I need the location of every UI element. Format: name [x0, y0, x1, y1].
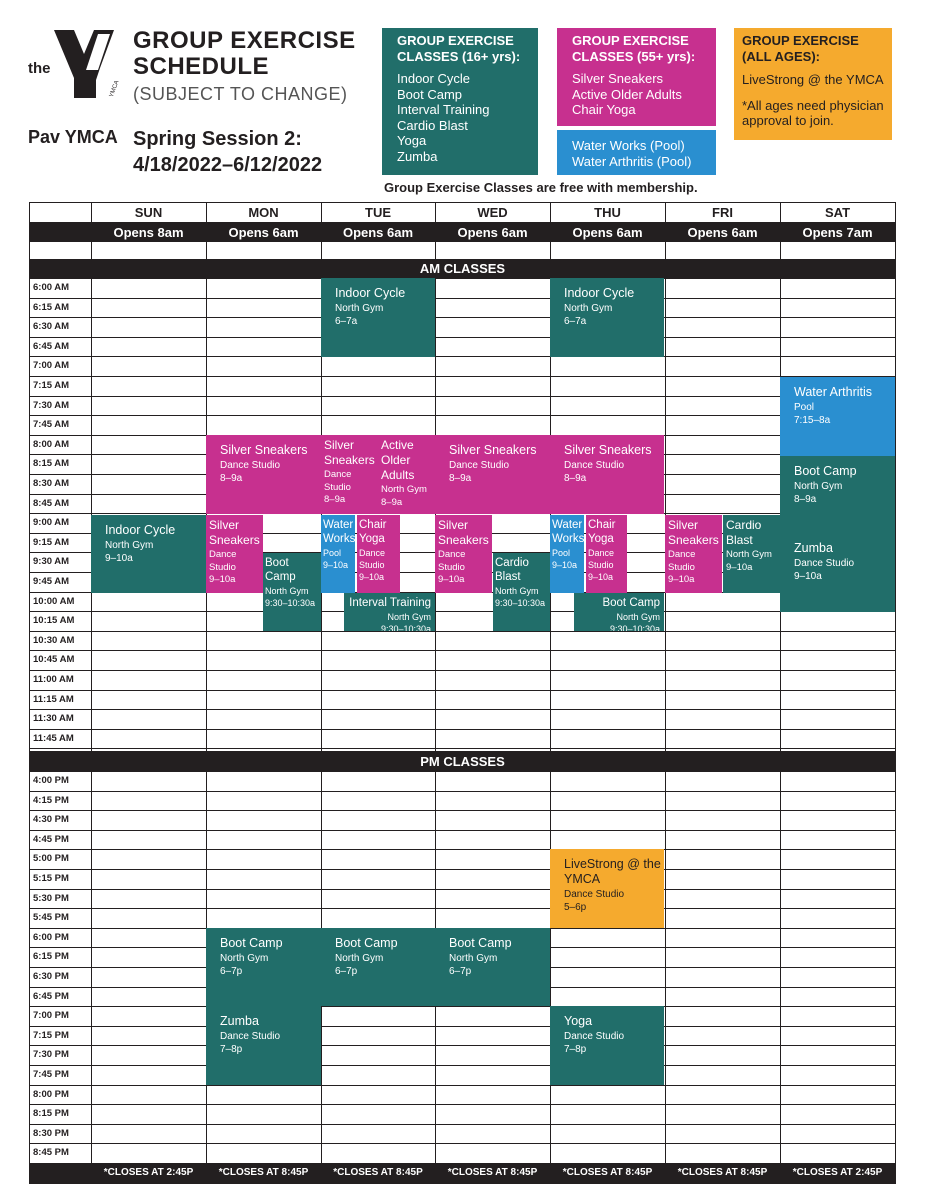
- column-line: [435, 202, 436, 222]
- column-line: [29, 202, 30, 222]
- time-label: 8:30 PM: [33, 1127, 69, 1139]
- class-name: Yoga: [564, 1014, 593, 1028]
- row-line: [29, 631, 896, 632]
- class-time: 6–7p: [220, 966, 243, 977]
- class-time: 8–9a: [324, 494, 346, 505]
- class-location: Dance Studio: [564, 1031, 625, 1042]
- class-time: 7–8p: [220, 1044, 243, 1055]
- class-time: 7:15–8a: [794, 415, 831, 426]
- class-block: [550, 515, 584, 593]
- time-label: 11:30 AM: [33, 713, 74, 725]
- column-line: [91, 242, 92, 259]
- column-line: [321, 242, 322, 259]
- column-line: [29, 278, 30, 751]
- time-label: 9:30 AM: [33, 556, 70, 568]
- column-line: [91, 202, 92, 222]
- class-block: [357, 515, 400, 593]
- class-name: Boot Camp: [265, 557, 296, 583]
- legend-teal: GROUP EXERCISE CLASSES (16+ yrs): Indoor Cycle Boot Camp Interval Training Cardio Blast Yoga Zumba: [382, 28, 538, 175]
- time-label: 6:15 PM: [33, 951, 69, 963]
- class-block: [493, 553, 550, 631]
- class-location: Pool: [323, 548, 342, 558]
- class-location: North Gym: [616, 612, 660, 622]
- legend-item: LiveStrong @ the YMCA: [742, 72, 884, 87]
- class-location: Dance Studio: [449, 460, 510, 471]
- row-line: [29, 1045, 896, 1046]
- class-time: 8–9a: [564, 473, 587, 484]
- legend-item: Active Older Adults: [572, 86, 682, 102]
- row-line: [29, 376, 896, 377]
- class-location: Dance Studio: [438, 549, 466, 573]
- class-time: 9:30–10:30a: [380, 624, 431, 631]
- day-header: SAT: [824, 205, 851, 220]
- time-label: 11:15 AM: [33, 693, 74, 705]
- column-line: [29, 771, 30, 1163]
- class-location: Pool: [552, 548, 571, 558]
- class-block: [321, 435, 378, 514]
- time-label: 10:30 AM: [33, 634, 75, 646]
- class-block: [550, 849, 664, 928]
- time-label: 8:45 AM: [33, 497, 70, 509]
- class-location: Pool: [794, 402, 815, 413]
- row-line: [29, 1104, 896, 1105]
- class-location: Dance Studio: [220, 460, 281, 471]
- class-name: Boot Camp: [220, 936, 283, 950]
- class-name: Active Older Adults: [381, 438, 415, 482]
- class-name: Water Works: [552, 519, 584, 545]
- class-location: North Gym: [335, 953, 384, 964]
- branch-name: Pav YMCA: [28, 127, 118, 147]
- page-title: GROUP EXERCISE SCHEDULE: [133, 27, 356, 80]
- row-line: [29, 889, 896, 890]
- legend-item: Silver Sneakers: [572, 71, 664, 86]
- row-line: [29, 259, 896, 260]
- class-location: Dance Studio: [324, 469, 352, 493]
- row-line: [29, 1183, 896, 1184]
- time-label: 5:15 PM: [33, 873, 69, 884]
- page-subtitle: (SUBJECT TO CHANGE): [133, 84, 348, 104]
- class-time: 9–10a: [105, 553, 133, 564]
- class-block: [435, 435, 550, 514]
- closing-time: *CLOSES AT 2:45P: [792, 1167, 883, 1178]
- legend-blue: [557, 130, 716, 175]
- row-line: [29, 1085, 896, 1086]
- time-label: 7:45 AM: [33, 419, 70, 431]
- row-line: [29, 1163, 896, 1164]
- time-label: 7:45 PM: [33, 1069, 69, 1080]
- schedule-grid: [29, 202, 896, 1184]
- time-label: 7:15 PM: [33, 1029, 69, 1041]
- column-line: [91, 771, 92, 1163]
- class-time: 7–8p: [564, 1044, 587, 1055]
- class-time: 6–7p: [449, 966, 472, 977]
- row-line: [29, 1124, 896, 1125]
- time-label: 6:00 AM: [33, 282, 70, 293]
- class-name: Chair Yoga: [588, 519, 616, 545]
- class-location: North Gym: [381, 484, 427, 495]
- class-time: 9:30–10:30a: [609, 624, 660, 631]
- class-name: Chair Yoga: [359, 519, 387, 545]
- time-label: 10:00 AM: [33, 595, 75, 607]
- class-block: [206, 435, 321, 514]
- closing-time: *CLOSES AT 8:45P: [562, 1167, 653, 1178]
- column-line: [895, 1162, 896, 1184]
- session-dates: Spring Session 2: 4/18/2022–6/12/2022: [133, 128, 323, 176]
- row-line: [29, 222, 896, 223]
- time-label: 6:45 PM: [33, 990, 69, 1002]
- class-time: 8–9a: [794, 494, 817, 505]
- class-block: [435, 928, 550, 1006]
- class-block: [321, 928, 435, 1006]
- class-name: LiveStrong @ the YMCA: [564, 857, 661, 886]
- row-line: [29, 298, 896, 299]
- legend-pink: GROUP EXERCISE CLASSES (55+ yrs): Silver Sneakers Active Older Adults Chair Yoga: [557, 28, 716, 126]
- row-line: [29, 791, 896, 792]
- row-line: [29, 202, 896, 203]
- class-time: 6–7a: [335, 316, 358, 327]
- legend-item: Indoor Cycle: [397, 71, 470, 86]
- time-label: 8:00 PM: [33, 1088, 69, 1100]
- class-name: Cardio Blast: [726, 518, 762, 547]
- row-line: [29, 317, 896, 318]
- class-time: 5–6p: [564, 902, 587, 913]
- class-location: North Gym: [495, 586, 539, 596]
- class-name: Boot Camp: [449, 936, 512, 950]
- row-line: [29, 415, 896, 416]
- class-location: North Gym: [335, 303, 384, 314]
- class-name: Silver Sneakers: [668, 518, 719, 547]
- column-line: [895, 242, 896, 259]
- logo-the-text: the: [28, 60, 51, 77]
- time-label: 7:30 PM: [33, 1049, 69, 1061]
- legend-item: Water Works (Pool): [572, 138, 685, 153]
- column-line: [895, 202, 896, 222]
- time-label: 11:00 AM: [33, 674, 74, 685]
- time-label: 6:30 AM: [33, 321, 70, 333]
- class-name: Interval Training: [349, 597, 431, 609]
- logo-ymca-text: YMCA: [108, 79, 121, 99]
- time-label: 8:45 PM: [33, 1147, 69, 1159]
- class-block: [550, 435, 664, 514]
- closing-time: *CLOSES AT 8:45P: [218, 1167, 309, 1178]
- row-line: [29, 1006, 896, 1007]
- column-line: [29, 242, 30, 259]
- column-line: [550, 202, 551, 222]
- time-label: 9:15 AM: [33, 536, 70, 548]
- column-line: [321, 202, 322, 222]
- legend-item: Yoga: [397, 133, 427, 148]
- legend-orange: GROUP EXERCISE (ALL AGES): LiveStrong @ the YMCA *All ages need physician approval to join.: [734, 28, 892, 140]
- closing-time: *CLOSES AT 8:45P: [333, 1167, 423, 1178]
- class-time: 9–10a: [794, 571, 822, 582]
- row-line: [29, 356, 896, 357]
- class-block: [206, 515, 263, 593]
- class-block: [321, 515, 355, 593]
- class-block: [780, 456, 895, 533]
- time-label: 4:45 PM: [33, 833, 69, 845]
- class-location: North Gym: [387, 612, 431, 622]
- time-label: 5:00 PM: [33, 853, 69, 865]
- class-time: 9–10a: [668, 574, 695, 585]
- class-block: [263, 553, 321, 631]
- opening-time: Opens 6am: [228, 225, 299, 240]
- class-time: 9:30–10:30a: [495, 598, 546, 608]
- class-location: North Gym: [564, 303, 613, 314]
- class-time: 8–9a: [220, 473, 243, 484]
- class-time: 9–10a: [359, 572, 385, 582]
- column-line: [665, 771, 666, 1163]
- time-label: 8:00 AM: [33, 438, 70, 450]
- am-classes-header: AM CLASSES: [29, 259, 896, 278]
- row-line: [29, 908, 896, 909]
- class-location: North Gym: [726, 549, 772, 560]
- class-time: 8–9a: [449, 473, 472, 484]
- opening-time: Opens 8am: [113, 225, 184, 240]
- time-label: 8:15 PM: [33, 1108, 69, 1120]
- class-location: Dance Studio: [220, 1031, 281, 1042]
- class-location: Dance Studio: [794, 558, 855, 569]
- class-block: [586, 515, 627, 593]
- class-block: [206, 1006, 321, 1085]
- class-time: 9–10a: [552, 560, 578, 570]
- class-block: [665, 515, 722, 593]
- time-label: 7:15 AM: [33, 380, 70, 391]
- class-location: North Gym: [220, 953, 269, 964]
- time-label: 4:30 PM: [33, 814, 69, 826]
- class-block: [780, 377, 895, 456]
- time-label: 5:30 PM: [33, 892, 69, 904]
- class-time: 9–10a: [209, 574, 236, 585]
- time-label: 6:30 PM: [33, 971, 69, 982]
- time-label: 7:30 AM: [33, 399, 70, 411]
- day-header: TUE: [365, 205, 391, 220]
- row-line: [29, 670, 896, 671]
- class-block: [321, 278, 435, 357]
- class-block: [344, 593, 435, 631]
- row-line: [29, 278, 896, 279]
- legend-item: Cardio Blast: [397, 117, 468, 133]
- class-location: Dance Studio: [564, 889, 625, 900]
- class-name: Water Arthritis: [794, 385, 873, 399]
- row-line: [29, 690, 896, 691]
- column-line: [665, 202, 666, 222]
- ymca-y-icon: [52, 28, 116, 100]
- column-line: [665, 242, 666, 259]
- class-block: [780, 533, 895, 612]
- legend-item: Zumba: [397, 148, 438, 164]
- class-block: [435, 515, 492, 593]
- day-header: FRI: [712, 205, 733, 220]
- class-location: Dance Studio: [209, 549, 237, 573]
- time-label: 4:15 PM: [33, 794, 69, 806]
- class-location: Dance Studio: [564, 460, 625, 471]
- row-line: [29, 729, 896, 730]
- class-name: Zumba: [794, 541, 833, 555]
- column-line: [550, 242, 551, 259]
- class-name: Indoor Cycle: [335, 286, 406, 300]
- column-line: [206, 202, 207, 222]
- time-label: 5:45 PM: [33, 912, 69, 924]
- class-name: Indoor Cycle: [564, 286, 635, 300]
- time-label: 7:00 PM: [33, 1010, 69, 1022]
- class-location: North Gym: [105, 540, 154, 551]
- class-location: North Gym: [265, 586, 309, 596]
- class-time: 9–10a: [323, 560, 349, 570]
- row-line: [29, 337, 896, 338]
- class-block: [378, 435, 435, 514]
- class-name: Boot Camp: [794, 464, 857, 478]
- closing-time: *CLOSES AT 2:45P: [103, 1167, 194, 1178]
- class-name: Cardio Blast: [495, 557, 529, 583]
- class-name: Silver Sneakers: [209, 518, 260, 547]
- row-line: [29, 650, 896, 651]
- legend-note: *All ages need physician approval to join.: [742, 97, 884, 128]
- column-line: [435, 242, 436, 259]
- class-time: 9–10a: [588, 572, 614, 582]
- row-line: [29, 1143, 896, 1144]
- class-block: [91, 515, 206, 593]
- column-line: [780, 771, 781, 1163]
- row-line: [29, 611, 896, 612]
- row-line: [29, 869, 896, 870]
- time-label: 6:15 AM: [33, 301, 70, 313]
- opening-time: Opens 6am: [457, 225, 528, 240]
- class-name: Silver Sneakers: [564, 443, 652, 457]
- class-name: Boot Camp: [602, 597, 660, 609]
- time-label: 6:45 AM: [33, 340, 70, 352]
- row-line: [29, 1026, 896, 1027]
- class-location: Dance Studio: [359, 548, 386, 570]
- class-location: Dance Studio: [588, 548, 615, 570]
- class-time: 6–7a: [564, 316, 587, 327]
- class-name: Silver Sneakers: [438, 518, 489, 547]
- class-block: [574, 593, 664, 631]
- class-location: North Gym: [449, 953, 498, 964]
- class-location: North Gym: [794, 481, 843, 492]
- class-time: 9–10a: [726, 561, 753, 573]
- day-header: WED: [477, 205, 508, 220]
- legend-item: Water Arthritis (Pool): [572, 153, 692, 169]
- ymca-logo: [28, 28, 123, 108]
- opening-time: Opens 6am: [342, 225, 414, 240]
- class-name: Silver Sneakers: [449, 443, 537, 457]
- pm-classes-header: PM CLASSES: [29, 751, 896, 771]
- membership-note: Group Exercise Classes are free with membership.: [384, 180, 698, 195]
- time-label: 8:30 AM: [33, 478, 70, 489]
- class-time: 8–9a: [381, 496, 403, 508]
- row-line: [29, 1065, 896, 1066]
- day-header: THU: [594, 205, 621, 220]
- column-line: [29, 1162, 30, 1184]
- legend-item: Chair Yoga: [572, 102, 636, 117]
- closing-time: *CLOSES AT 8:45P: [677, 1167, 768, 1178]
- time-label: 10:15 AM: [33, 615, 75, 627]
- time-label: 7:00 AM: [33, 360, 70, 372]
- time-label: 11:45 AM: [33, 732, 74, 744]
- column-line: [895, 278, 896, 751]
- row-line: [29, 849, 896, 850]
- class-time: 9:30–10:30a: [265, 598, 316, 608]
- time-label: 10:45 AM: [33, 654, 75, 666]
- closing-time: *CLOSES AT 8:45P: [447, 1167, 538, 1178]
- class-block: [550, 278, 664, 357]
- class-name: Water Works: [323, 519, 355, 545]
- class-name: Boot Camp: [335, 936, 398, 950]
- opening-time: Opens 6am: [572, 225, 643, 240]
- opening-time: Opens 7am: [802, 225, 873, 240]
- time-label: 4:00 PM: [33, 775, 69, 786]
- row-line: [29, 771, 896, 772]
- column-line: [550, 771, 551, 1163]
- column-line: [206, 242, 207, 259]
- class-name: Indoor Cycle: [105, 523, 176, 537]
- class-time: 9–10a: [438, 574, 465, 585]
- column-line: [780, 242, 781, 259]
- class-block: [550, 1006, 664, 1085]
- row-line: [29, 748, 896, 749]
- day-header: MON: [248, 205, 279, 220]
- row-line: [29, 396, 896, 397]
- column-line: [780, 202, 781, 222]
- class-time: 6–7p: [335, 966, 358, 977]
- row-line: [29, 709, 896, 710]
- time-label: 8:15 AM: [33, 458, 70, 470]
- row-line: [29, 810, 896, 811]
- day-header: SUN: [134, 205, 163, 220]
- class-name: Silver Sneakers: [324, 438, 375, 467]
- class-name: Zumba: [220, 1014, 259, 1028]
- row-line: [29, 830, 896, 831]
- class-location: Dance Studio: [668, 549, 696, 573]
- time-label: 6:00 PM: [33, 931, 69, 943]
- time-label: 9:45 AM: [33, 576, 70, 587]
- legend-item: Interval Training: [397, 102, 490, 117]
- class-block: [723, 515, 780, 593]
- column-line: [895, 771, 896, 1163]
- time-label: 9:00 AM: [33, 517, 70, 529]
- class-block: [206, 928, 321, 1006]
- opening-time: Opens 6am: [687, 225, 758, 240]
- class-name: Silver Sneakers: [220, 443, 308, 457]
- legend-item: Boot Camp: [397, 86, 463, 102]
